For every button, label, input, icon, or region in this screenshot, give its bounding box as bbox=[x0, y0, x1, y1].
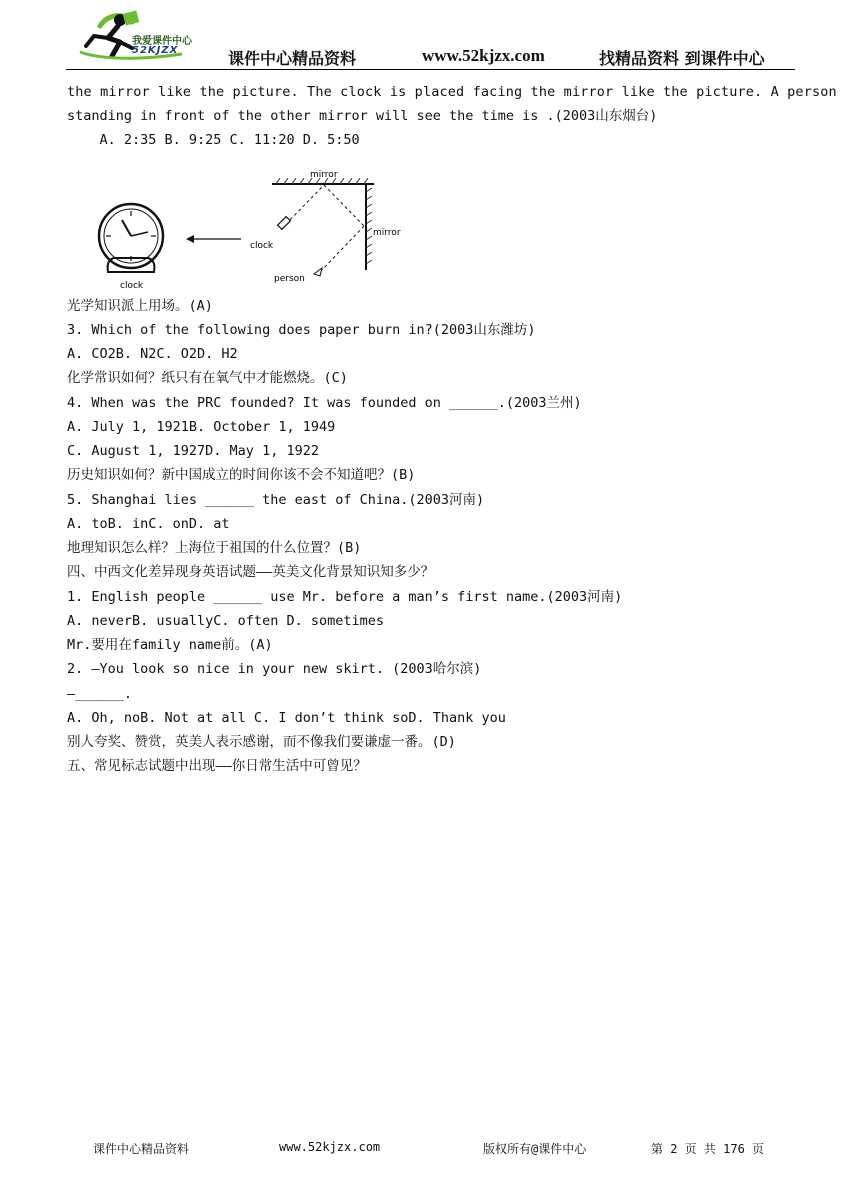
text-line: Mr.要用在family name前。(A) bbox=[67, 637, 273, 653]
header-right-slogan: 找精品资料 到课件中心 bbox=[599, 49, 765, 68]
header-left-title: 课件中心精品资料 bbox=[228, 49, 357, 68]
text-line: A. toB. inC. onD. at bbox=[67, 516, 230, 532]
footer-page-number: 第 2 页 共 176 页 bbox=[651, 1142, 765, 1156]
section-heading: 五、常见标志试题中出现——你日常生活中可曾见？ bbox=[67, 758, 367, 774]
header-rule bbox=[66, 69, 795, 70]
mirror-clock-diagram bbox=[96, 164, 416, 294]
text-line: A. CO2B. N2C. O2D. H2 bbox=[67, 346, 238, 362]
header-site-url[interactable]: www.52kjzx.com bbox=[422, 46, 545, 65]
big-clock-icon bbox=[99, 204, 163, 272]
small-clock-icon bbox=[278, 217, 291, 230]
text-line: 地理知识怎么样？上海位于祖国的什么位置？(B) bbox=[67, 540, 362, 556]
label-person: person bbox=[274, 274, 305, 284]
footer-url[interactable]: www.52kjzx.com bbox=[279, 1140, 381, 1154]
arrow-head bbox=[186, 235, 194, 243]
label-clock-big: clock bbox=[120, 281, 144, 291]
text-line: the mirror like the picture. The clock is placed facing the mirror like the picture. A person bbox=[67, 84, 837, 100]
label-clock-small: clock bbox=[250, 241, 274, 251]
text-line: C. August 1, 1927D. May 1, 1922 bbox=[67, 443, 319, 459]
text-line: 历史知识如何？新中国成立的时间你该不会不知道吧？(B) bbox=[67, 467, 416, 483]
text-line: A. 2:35 B. 9:25 C. 11:20 D. 5:50 bbox=[67, 132, 360, 148]
text-line: 3. Which of the following does paper burn in?(2003山东潍坊) bbox=[67, 322, 536, 338]
page-header bbox=[66, 8, 795, 70]
text-line: 5. Shanghai lies ______ the east of China.(2003河南) bbox=[67, 492, 485, 508]
person-eye-icon bbox=[314, 268, 322, 276]
text-line: standing in front of the other mirror will see the time is .(2003山东烟台) bbox=[67, 108, 658, 124]
footer-left: 课件中心精品资料 bbox=[93, 1142, 190, 1156]
text-line: 1. English people ______ use Mr. before a man’s first name.(2003河南) bbox=[67, 589, 623, 605]
label-mirror-top: mirror bbox=[310, 170, 338, 180]
logo-tagline: 我爱课件中心 bbox=[132, 36, 192, 47]
text-line: A. Oh, noB. Not at all C. I don’t think soD. Thank you bbox=[67, 710, 506, 726]
text-line: 化学常识如何？纸只有在氧气中才能燃烧。(C) bbox=[67, 370, 348, 386]
text-line: 别人夸奖、赞赏，英美人表示感谢，而不像我们要谦虚一番。(D) bbox=[67, 734, 456, 750]
text-line: —______. bbox=[67, 686, 133, 702]
text-line: 光学知识派上用场。(A) bbox=[67, 298, 213, 314]
section-heading: 四、中西文化差异现身英语试题——英美文化背景知识知多少？ bbox=[67, 564, 435, 580]
text-line: 4. When was the PRC founded? It was founded on ______.(2003兰州) bbox=[67, 395, 582, 411]
label-mirror-right: mirror bbox=[373, 228, 401, 238]
text-line: A. neverB. usuallyC. often D. sometimes bbox=[67, 613, 384, 629]
logo-wordmark: 52KJZX bbox=[132, 45, 179, 56]
footer-copyright: 版权所有@课件中心 bbox=[483, 1142, 587, 1156]
light-path bbox=[286, 185, 364, 270]
text-line: 2. —You look so nice in your new skirt. (2003哈尔滨) bbox=[67, 661, 482, 677]
text-line: A. July 1, 1921B. October 1, 1949 bbox=[67, 419, 336, 435]
